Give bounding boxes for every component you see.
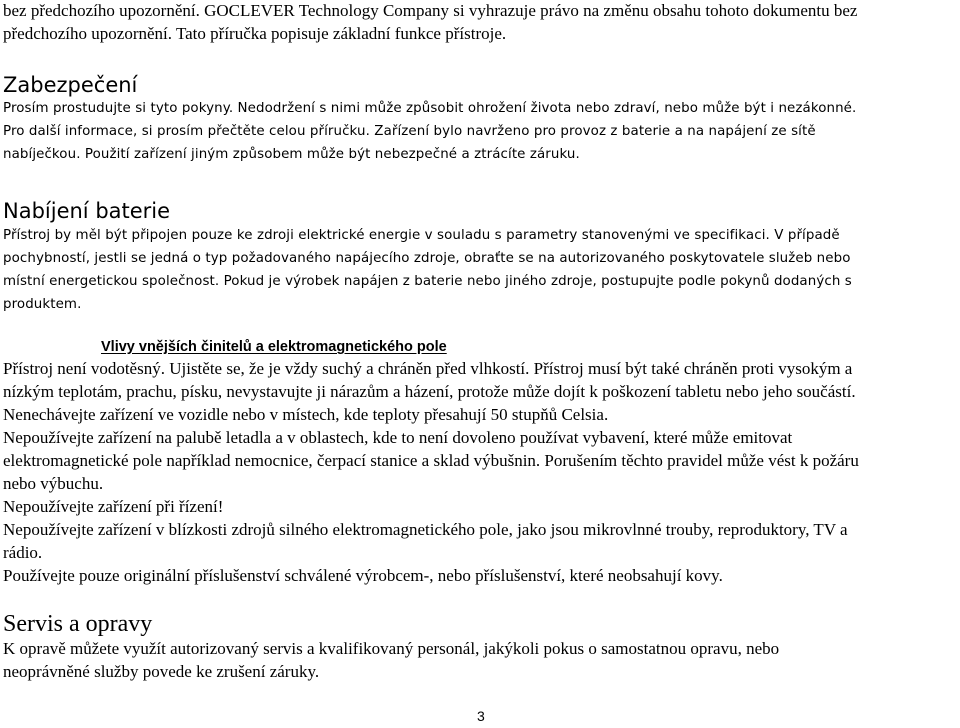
intro-paragraph: [3, 0, 857, 45]
safety-line: Pro další informace, si prosím přečtěte celou příručku. Zařízení bylo navrženo pro provoz z baterie a na napájení ze sítě: [3, 124, 816, 139]
external-paragraph: [3, 357, 859, 587]
service-paragraph: [3, 637, 779, 683]
service-line: neoprávněné služby povede ke zrušení záruky.: [3, 662, 320, 681]
charging-line: pochybností, jestli se jedná o typ požadovaného napájecího zdroje, obraťte se na autorizovaného poskytovatele služeb nebo: [3, 251, 851, 266]
safety-line: nabíječkou. Použití zařízení jiným způsobem může být nebezpečné a ztrácíte záruku.: [3, 147, 580, 162]
external-line: Používejte pouze originální příslušenství schválené výrobcem-, nebo příslušenství, které neobsahují kovy.: [3, 566, 723, 585]
external-line: Přístroj není vodotěsný. Ujistěte se, že je vždy suchý a chráněn před vlhkostí. Přístroj musí být také chráněn proti vysokým a: [3, 359, 853, 378]
charging-paragraph: [3, 224, 852, 316]
service-line: K opravě můžete využít autorizovaný servis a kvalifikovaný personál, jakýkoli pokus o samostatnou opravu, nebo: [3, 639, 780, 658]
service-heading: Servis a opravy: [3, 611, 153, 637]
external-heading: Vlivy vnějších činitelů a elektromagnetického pole: [101, 339, 447, 355]
charging-line: Přístroj by měl být připojen pouze ke zdroji elektrické energie v souladu s parametry stanovenými ve specifikaci. V případě: [3, 228, 840, 243]
external-line: nízkým teplotám, prachu, písku, nevystavujte ji nárazům a házení, protože může dojít k poškození tabletu nebo jeho součástí.: [3, 382, 856, 401]
external-line: rádio.: [3, 543, 43, 562]
intro-line: bez předchozího upozornění. GOCLEVER Technology Company si vyhrazuje právo na změnu obsahu tohoto dokumentu bez: [3, 1, 858, 20]
external-line: Nepoužívejte zařízení v blízkosti zdrojů silného elektromagnetického pole, jako jsou mikrovlnné trouby, reproduktory, TV a: [3, 520, 848, 539]
safety-line: Prosím prostudujte si tyto pokyny. Nedodržení s nimi může způsobit ohrožení života nebo zdraví, nebo může být i nezákonné.: [3, 101, 857, 116]
external-line: elektromagnetické pole například nemocnice, čerpací stanice a sklad výbušnin. Porušením těchto pravidel může vést k požáru: [3, 451, 859, 470]
external-line: Nepoužívejte zařízení při řízení!: [3, 497, 224, 516]
safety-paragraph: [3, 97, 856, 166]
charging-line: místní energetickou společnost. Pokud je výrobek napájen z baterie nebo jiného zdroje, postupujte podle pokynů dodaných s: [3, 274, 852, 289]
safety-heading: Zabezpečení: [3, 73, 138, 97]
intro-line: předchozího upozornění. Tato příručka popisuje základní funkce přístroje.: [3, 24, 507, 43]
charging-heading: Nabíjení baterie: [3, 199, 171, 223]
external-line: Nenechávejte zařízení ve vozidle nebo v místech, kde teploty přesahují 50 stupňů Celsia.: [3, 405, 609, 424]
external-line: Nepoužívejte zařízení na palubě letadla a v oblastech, kde to není dovoleno používat vybavení, které může emitovat: [3, 428, 793, 447]
page-number: 3: [477, 708, 485, 724]
charging-line: produktem.: [3, 297, 82, 312]
external-line: nebo výbuchu.: [3, 474, 104, 493]
